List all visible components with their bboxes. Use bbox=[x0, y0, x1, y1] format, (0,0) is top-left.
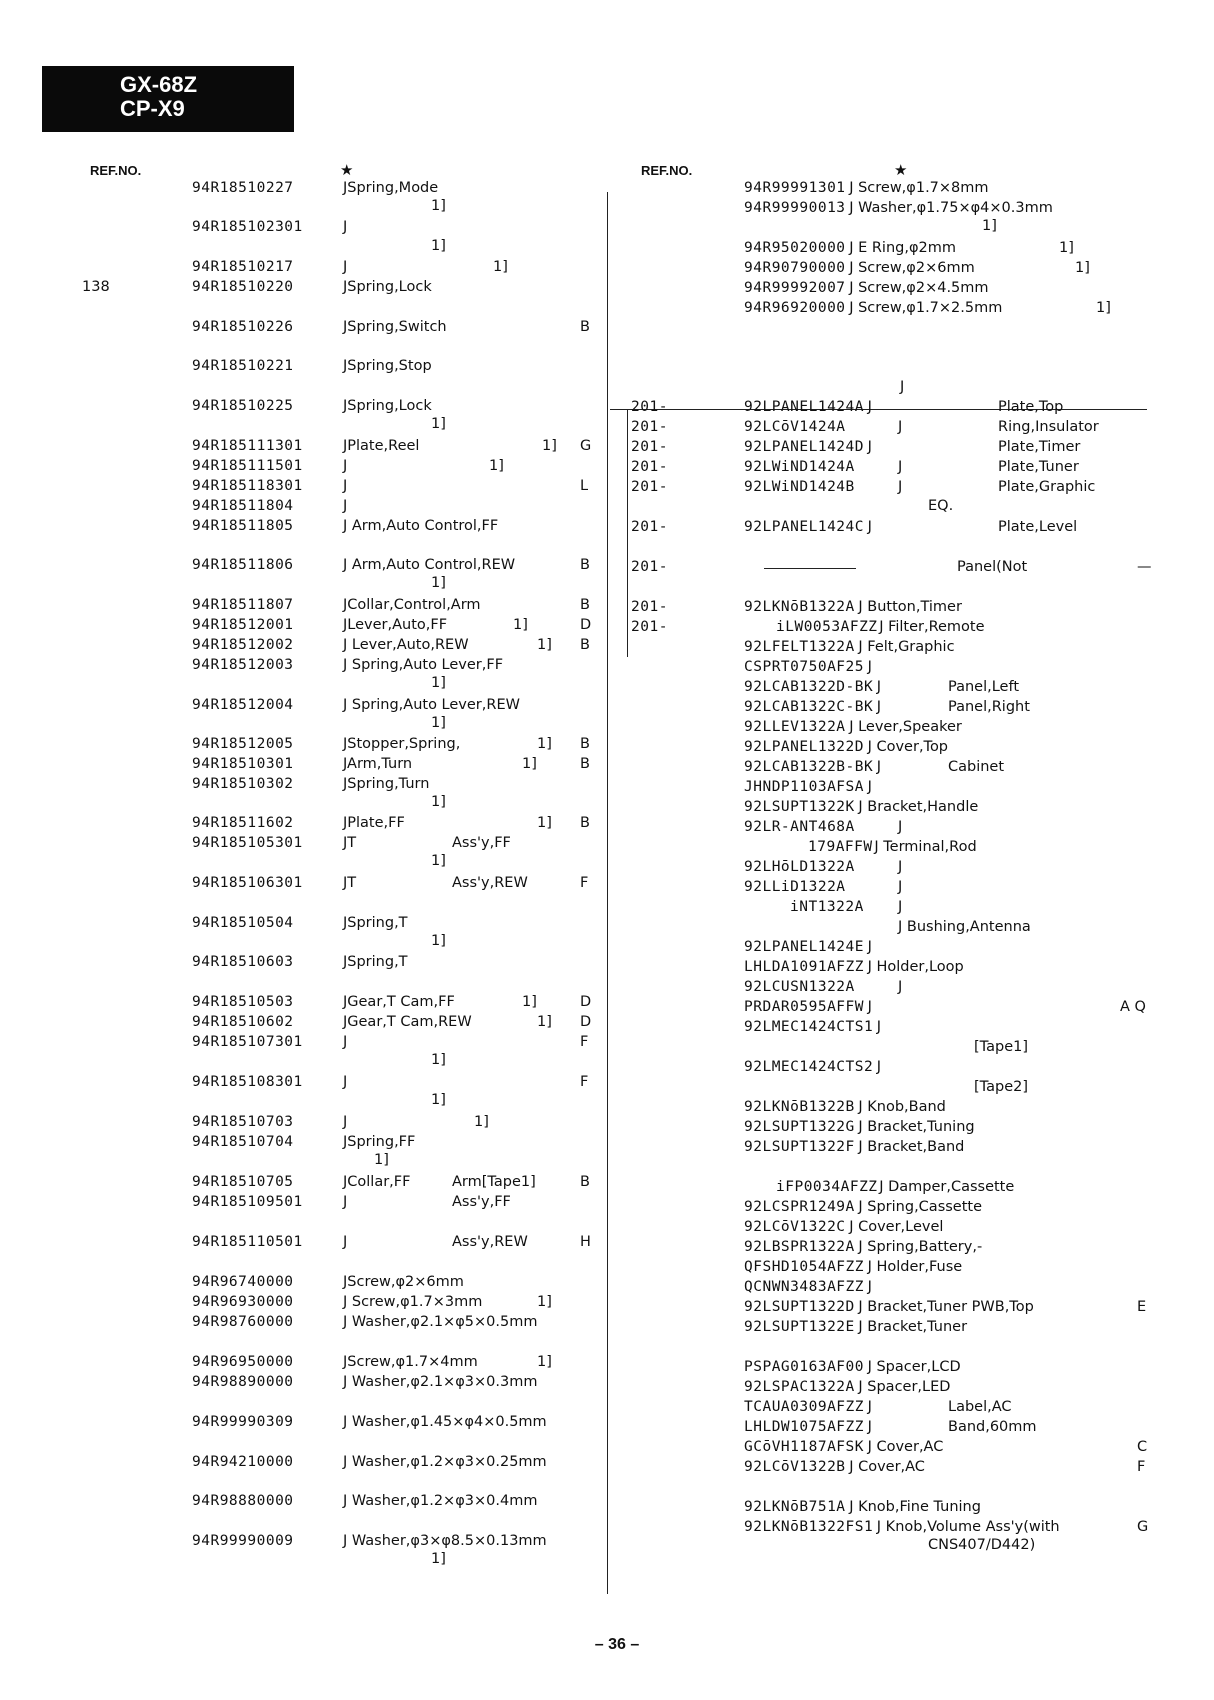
part-description: J Washer,φ2.1×φ5×0.5mm bbox=[343, 1314, 538, 1330]
part-number: 92LMEC1424CTS2 bbox=[744, 1059, 874, 1075]
section-rule bbox=[610, 409, 1147, 410]
part-number: 94R18511806 bbox=[192, 557, 294, 573]
note-marker: 1] bbox=[1096, 300, 1111, 316]
note-marker: 1] bbox=[537, 1354, 552, 1370]
part-description: J Bushing,Antenna bbox=[898, 919, 1031, 935]
part-number: 94R18510226 bbox=[192, 319, 294, 335]
part-number: 92LCōV1322B bbox=[744, 1459, 846, 1475]
part-description: JPlate,FF bbox=[343, 815, 405, 831]
part-description-extra: Band,60mm bbox=[948, 1419, 1037, 1435]
part-number: 94R18510504 bbox=[192, 915, 294, 931]
part-number: 94R98880000 bbox=[192, 1493, 294, 1509]
part-number: 92LKNōB1322B bbox=[744, 1099, 855, 1115]
part-number: 94R18511805 bbox=[192, 518, 294, 534]
part-description: J Damper,Cassette bbox=[879, 1179, 1015, 1195]
part-number: 94R18510703 bbox=[192, 1114, 294, 1130]
part-number: 94R96930000 bbox=[192, 1294, 294, 1310]
part-description: J bbox=[343, 1074, 348, 1090]
part-description: JSpring,Turn bbox=[343, 776, 430, 792]
part-number: QCNWN3483AFZZ bbox=[744, 1279, 864, 1295]
part-description: J Bracket,Tuning bbox=[858, 1119, 975, 1135]
part-number: 94R18510503 bbox=[192, 994, 294, 1010]
code-letter: F bbox=[580, 1034, 589, 1050]
part-description-extra: Arm[Tape1] bbox=[452, 1174, 536, 1190]
part-description-extra: Panel,Right bbox=[948, 699, 1030, 715]
part-number: 92LCAB1322D-BK bbox=[744, 679, 874, 695]
note-marker: 1] bbox=[982, 218, 997, 234]
part-number: 94R99992007 bbox=[744, 280, 846, 296]
part-description: J bbox=[867, 939, 872, 955]
note-marker: 1] bbox=[431, 1551, 446, 1567]
part-description: J Bracket,Handle bbox=[858, 799, 979, 815]
ref-number: 201- bbox=[631, 559, 668, 575]
part-number: 94R99990009 bbox=[192, 1533, 294, 1549]
part-number: 92LPANEL1424C bbox=[744, 519, 864, 535]
ref-number: 201- bbox=[631, 519, 668, 535]
part-number: 92LPANEL1424E bbox=[744, 939, 864, 955]
part-description: J Screw,φ2×6mm bbox=[849, 260, 975, 276]
part-description: J Screw,φ2×4.5mm bbox=[849, 280, 989, 296]
part-description-extra: Ring,Insulator bbox=[998, 419, 1099, 435]
part-description: J Washer,φ2.1×φ3×0.3mm bbox=[343, 1374, 538, 1390]
ref-number: 201- bbox=[631, 439, 668, 455]
part-description: J bbox=[876, 1059, 882, 1075]
part-number: iFP0034AFZZ bbox=[776, 1179, 878, 1195]
ref-number: 201- bbox=[631, 399, 668, 415]
code-letter: B bbox=[580, 736, 590, 752]
part-description-extra: Plate,Level bbox=[998, 519, 1078, 535]
part-number: 92LKNōB1322FS1 bbox=[744, 1519, 874, 1535]
part-number: 92LCōV1424A bbox=[744, 419, 846, 435]
part-description-extra: Ass'y,FF bbox=[452, 1194, 511, 1210]
ref-no-header-right: REF.NO. bbox=[641, 163, 693, 178]
star-header-left: ★ bbox=[340, 161, 354, 179]
part-number: 92LSUPT1322K bbox=[744, 799, 855, 815]
part-description: J Cover,Level bbox=[849, 1219, 944, 1235]
part-number: iNT1322A bbox=[790, 899, 864, 915]
part-description: J bbox=[867, 779, 872, 795]
part-number: 94R185105301 bbox=[192, 835, 303, 851]
part-number: 94R95020000 bbox=[744, 240, 846, 256]
part-description: JSpring,Stop bbox=[343, 358, 432, 374]
part-description-extra: Plate,Timer bbox=[998, 439, 1081, 455]
part-description: J E Ring,φ2mm bbox=[849, 240, 956, 256]
part-description: J Holder,Fuse bbox=[867, 1259, 963, 1275]
part-number: 94R18510227 bbox=[192, 180, 294, 196]
code-letter: B bbox=[580, 557, 590, 573]
note-marker: 1] bbox=[431, 416, 446, 432]
part-description: J Cover,AC bbox=[867, 1439, 944, 1455]
note-marker: 1] bbox=[431, 675, 446, 691]
code-letter: F bbox=[1137, 1459, 1146, 1475]
part-number: 92LSUPT1322D bbox=[744, 1299, 855, 1315]
part-description: J Spring,Battery,- bbox=[858, 1239, 983, 1255]
part-number: 94R18512003 bbox=[192, 657, 294, 673]
model-name-2: CP-X9 bbox=[120, 96, 185, 121]
part-description: JSpring,T bbox=[343, 954, 408, 970]
part-number: 94R18512005 bbox=[192, 736, 294, 752]
part-number: 92LKNōB1322A bbox=[744, 599, 855, 615]
part-number: PRDAR0595AFFW bbox=[744, 999, 864, 1015]
part-description: J bbox=[876, 759, 882, 775]
part-number: LHLDA1091AFZZ bbox=[744, 959, 864, 975]
note-marker: 1] bbox=[522, 756, 537, 772]
part-description: J bbox=[898, 979, 903, 995]
part-number: 94R18511602 bbox=[192, 815, 294, 831]
dash-line bbox=[764, 568, 856, 569]
part-description: J Spring,Cassette bbox=[858, 1199, 983, 1215]
note-marker: 1] bbox=[522, 994, 537, 1010]
code-letter: B bbox=[580, 756, 590, 772]
ref-number: 201- bbox=[631, 619, 668, 635]
part-description: JScrew,φ2×6mm bbox=[343, 1274, 464, 1290]
part-number: 92LPANEL1322D bbox=[744, 739, 864, 755]
part-description-extra: Plate,Tuner bbox=[998, 459, 1079, 475]
part-number: 94R185109501 bbox=[192, 1194, 303, 1210]
part-description: J bbox=[898, 879, 903, 895]
part-description: J Button,Timer bbox=[858, 599, 962, 615]
note-marker: 1] bbox=[537, 736, 552, 752]
part-description: JT bbox=[343, 835, 357, 851]
part-description: J Screw,φ1.7×2.5mm bbox=[849, 300, 1003, 316]
part-number: 92LHōLD1322A bbox=[744, 859, 855, 875]
note-marker: 1] bbox=[513, 617, 528, 633]
part-number: 94R96920000 bbox=[744, 300, 846, 316]
part-number: 92LLiD1322A bbox=[744, 879, 846, 895]
part-description: J bbox=[876, 679, 882, 695]
code-letter: B bbox=[580, 1174, 590, 1190]
part-description: JSpring,T bbox=[343, 915, 408, 931]
part-description: J Knob,Fine Tuning bbox=[849, 1499, 981, 1515]
part-description: J bbox=[343, 498, 348, 514]
part-number: 92LWiND1424A bbox=[744, 459, 855, 475]
ref-no-header-left: REF.NO. bbox=[90, 163, 142, 178]
part-description: JSpring,FF bbox=[343, 1134, 416, 1150]
part-description: J Knob,Volume Ass'y(with bbox=[876, 1519, 1060, 1535]
note-marker: 1] bbox=[493, 259, 508, 275]
part-number: 94R18510602 bbox=[192, 1014, 294, 1030]
part-description: JGear,T Cam,REW bbox=[343, 1014, 472, 1030]
part-number: 92LSUPT1322F bbox=[744, 1139, 855, 1155]
part-number: 94R18510221 bbox=[192, 358, 294, 374]
code-letter: C bbox=[1137, 1439, 1148, 1455]
part-description: JScrew,φ1.7×4mm bbox=[343, 1354, 478, 1370]
part-description: J bbox=[343, 478, 348, 494]
part-description: J bbox=[900, 379, 905, 395]
ref-number: 201- bbox=[631, 599, 668, 615]
part-description: J bbox=[898, 899, 903, 915]
part-description: J Arm,Auto Control,FF bbox=[343, 518, 499, 534]
note-marker: 1] bbox=[431, 198, 446, 214]
part-number: QFSHD1054AFZZ bbox=[744, 1259, 864, 1275]
part-description: J Lever,Auto,REW bbox=[343, 637, 469, 653]
code-letter: A Q bbox=[1120, 999, 1146, 1015]
part-description: J Bracket,Tuner PWB,Top bbox=[858, 1299, 1034, 1315]
code-letter: L bbox=[580, 478, 589, 494]
part-description: J Arm,Auto Control,REW bbox=[343, 557, 516, 573]
part-description: J Cover,Top bbox=[867, 739, 949, 755]
part-description: J bbox=[343, 259, 348, 275]
part-description: J Spring,Auto Lever,REW bbox=[343, 697, 520, 713]
note-marker: 1] bbox=[1059, 240, 1074, 256]
part-description: J bbox=[898, 479, 903, 495]
part-number: 92LSPAC1322A bbox=[744, 1379, 855, 1395]
part-description: J bbox=[867, 399, 872, 415]
part-description: J bbox=[867, 1399, 872, 1415]
code-letter: D bbox=[580, 994, 592, 1010]
part-description-extra: EQ. bbox=[928, 498, 954, 514]
part-number: 94R185111301 bbox=[192, 438, 303, 454]
part-number: 94R185102301 bbox=[192, 219, 303, 235]
ref-column-rule bbox=[627, 409, 628, 657]
part-number: JHNDP1103AFSA bbox=[744, 779, 864, 795]
part-number: 92LLEV1322A bbox=[744, 719, 846, 735]
part-number: iLW0053AFZZ bbox=[776, 619, 878, 635]
part-number: TCAUA0309AFZZ bbox=[744, 1399, 864, 1415]
note-marker: 1] bbox=[374, 1152, 389, 1168]
part-number: 92LFELT1322A bbox=[744, 639, 855, 655]
code-letter: D bbox=[580, 617, 592, 633]
part-description: J Terminal,Rod bbox=[874, 839, 977, 855]
ref-number: 138 bbox=[82, 279, 110, 295]
part-number: 92LSUPT1322E bbox=[744, 1319, 855, 1335]
part-number: CSPRT0750AF25 bbox=[744, 659, 864, 675]
part-description: J bbox=[343, 1234, 348, 1250]
tape-label: [Tape2] bbox=[974, 1079, 1029, 1095]
part-description: JSpring,Lock bbox=[343, 279, 432, 295]
note-marker: 1] bbox=[431, 853, 446, 869]
ref-number: 201- bbox=[631, 459, 668, 475]
part-description-extra: Ass'y,REW bbox=[452, 1234, 528, 1250]
part-number: 92LWiND1424B bbox=[744, 479, 855, 495]
part-number: 94R185118301 bbox=[192, 478, 303, 494]
part-description: J bbox=[867, 519, 872, 535]
part-number: 94R96740000 bbox=[192, 1274, 294, 1290]
part-description: JGear,T Cam,FF bbox=[343, 994, 455, 1010]
part-number: 179AFFW bbox=[808, 839, 873, 855]
part-description: J bbox=[898, 859, 903, 875]
part-description: J Bracket,Band bbox=[858, 1139, 965, 1155]
model-label-box bbox=[42, 66, 294, 132]
part-number: 94R98890000 bbox=[192, 1374, 294, 1390]
note-marker: 1] bbox=[489, 458, 504, 474]
note-marker: 1] bbox=[542, 438, 557, 454]
code-letter: D bbox=[580, 1014, 592, 1030]
part-number: 92LSUPT1322G bbox=[744, 1119, 855, 1135]
part-number: 92LR-ANT468A bbox=[744, 819, 855, 835]
note-marker: 1] bbox=[537, 1014, 552, 1030]
part-number: 94R99990309 bbox=[192, 1414, 294, 1430]
part-description: JLever,Auto,FF bbox=[343, 617, 448, 633]
part-description: J Spacer,LCD bbox=[867, 1359, 961, 1375]
part-description: J bbox=[867, 439, 872, 455]
part-number: 92LPANEL1424D bbox=[744, 439, 864, 455]
code-letter: G bbox=[580, 438, 592, 454]
part-description: J bbox=[343, 1194, 348, 1210]
part-description: J bbox=[867, 659, 872, 675]
part-description: J bbox=[867, 1419, 872, 1435]
part-number: 94R18510217 bbox=[192, 259, 294, 275]
part-description-extra: Label,AC bbox=[948, 1399, 1012, 1415]
part-description-extra: CNS407/D442) bbox=[928, 1537, 1036, 1553]
part-description-extra: Plate,Top bbox=[998, 399, 1064, 415]
part-number: 94R185108301 bbox=[192, 1074, 303, 1090]
part-number: PSPAG0163AF00 bbox=[744, 1359, 864, 1375]
part-description: J Knob,Band bbox=[858, 1099, 946, 1115]
part-description: J bbox=[867, 999, 872, 1015]
part-description: JPlate,Reel bbox=[343, 438, 420, 454]
code-letter: B bbox=[580, 597, 590, 613]
note-marker: 1] bbox=[431, 575, 446, 591]
part-description: J Filter,Remote bbox=[879, 619, 985, 635]
code-letter: — bbox=[1137, 559, 1152, 575]
part-number: 92LCUSN1322A bbox=[744, 979, 855, 995]
part-description: J Spring,Auto Lever,FF bbox=[343, 657, 504, 673]
part-description: JStopper,Spring, bbox=[343, 736, 461, 752]
ref-number: 201- bbox=[631, 419, 668, 435]
part-description: J Washer,φ3×φ8.5×0.13mm bbox=[343, 1533, 547, 1549]
page-number: – 36 – bbox=[594, 1636, 640, 1653]
part-description: J bbox=[898, 819, 903, 835]
part-description: JSpring,Mode bbox=[343, 180, 439, 196]
part-number: 94R18512004 bbox=[192, 697, 294, 713]
note-marker: 1] bbox=[431, 715, 446, 731]
part-description-extra: Panel,Left bbox=[948, 679, 1020, 695]
part-description: J Bracket,Tuner bbox=[858, 1319, 968, 1335]
part-description: J bbox=[898, 419, 903, 435]
part-description-extra: Ass'y,REW bbox=[452, 875, 528, 891]
part-number: 94R98760000 bbox=[192, 1314, 294, 1330]
part-description-extra: Cabinet bbox=[948, 759, 1005, 775]
code-letter: B bbox=[580, 637, 590, 653]
part-number: LHLDW1075AFZZ bbox=[744, 1419, 864, 1435]
part-number: 92LBSPR1322A bbox=[744, 1239, 855, 1255]
part-description: J Holder,Loop bbox=[867, 959, 964, 975]
part-number: 92LMEC1424CTS1 bbox=[744, 1019, 874, 1035]
part-number: 94R18511804 bbox=[192, 498, 294, 514]
part-number: 94R185107301 bbox=[192, 1034, 303, 1050]
part-number: 94R18512001 bbox=[192, 617, 294, 633]
part-description: J Screw,φ1.7×3mm bbox=[343, 1294, 483, 1310]
part-number: 92LCSPR1249A bbox=[744, 1199, 855, 1215]
part-description: J Cover,AC bbox=[849, 1459, 925, 1475]
code-letter: B bbox=[580, 815, 590, 831]
part-description: JArm,Turn bbox=[343, 756, 413, 772]
part-description: J bbox=[343, 1034, 348, 1050]
part-description: J Washer,φ1.45×φ4×0.5mm bbox=[343, 1414, 547, 1430]
part-description: J bbox=[876, 1019, 882, 1035]
part-description: J Washer,φ1.2×φ3×0.4mm bbox=[343, 1493, 538, 1509]
part-number: 92LCōV1322C bbox=[744, 1219, 846, 1235]
column-divider bbox=[607, 192, 608, 1594]
part-description-extra: Plate,Graphic bbox=[998, 479, 1096, 495]
code-letter: F bbox=[580, 1074, 589, 1090]
part-number: 94R96950000 bbox=[192, 1354, 294, 1370]
note-marker: 1] bbox=[474, 1114, 489, 1130]
note-marker: 1] bbox=[431, 794, 446, 810]
part-number: 94R18510220 bbox=[192, 279, 294, 295]
part-number: 92LCAB1322C-BK bbox=[744, 699, 874, 715]
part-description: J Screw,φ1.7×8mm bbox=[849, 180, 989, 196]
part-description: JSpring,Switch bbox=[343, 319, 447, 335]
note-marker: 1] bbox=[431, 238, 446, 254]
part-number: GCōVH1187AFSK bbox=[744, 1439, 864, 1455]
code-letter: F bbox=[580, 875, 589, 891]
tape-label: [Tape1] bbox=[974, 1039, 1029, 1055]
part-number: 94R18510705 bbox=[192, 1174, 294, 1190]
part-description: J bbox=[343, 458, 348, 474]
note-marker: 1] bbox=[431, 933, 446, 949]
note-marker: 1] bbox=[537, 1294, 552, 1310]
part-description: JCollar,FF bbox=[343, 1174, 411, 1190]
part-description: J Felt,Graphic bbox=[858, 639, 955, 655]
part-description: J Washer,φ1.75×φ4×0.3mm bbox=[849, 200, 1053, 216]
part-description: JSpring,Lock bbox=[343, 398, 432, 414]
part-description: J bbox=[343, 1114, 348, 1130]
part-number: 94R18510301 bbox=[192, 756, 294, 772]
part-description: JT bbox=[343, 875, 357, 891]
code-letter: G bbox=[1137, 1519, 1149, 1535]
code-letter: E bbox=[1137, 1299, 1147, 1315]
part-number: 94R185106301 bbox=[192, 875, 303, 891]
ref-number: 201- bbox=[631, 479, 668, 495]
part-description: J Washer,φ1.2×φ3×0.25mm bbox=[343, 1454, 547, 1470]
part-number: 92LCAB1322B-BK bbox=[744, 759, 874, 775]
part-number: 92LKNōB751A bbox=[744, 1499, 846, 1515]
star-header-right: ★ bbox=[894, 161, 908, 179]
part-number: 94R90790000 bbox=[744, 260, 846, 276]
part-number: 94R185110501 bbox=[192, 1234, 303, 1250]
part-description-extra: Ass'y,FF bbox=[452, 835, 511, 851]
part-number: 94R18511807 bbox=[192, 597, 294, 613]
part-number: 94R18510302 bbox=[192, 776, 294, 792]
part-number: 94R18510704 bbox=[192, 1134, 294, 1150]
part-description: J Lever,Speaker bbox=[849, 719, 962, 735]
model-name-1: GX-68Z bbox=[120, 72, 198, 97]
part-description: J bbox=[876, 699, 882, 715]
part-description: J bbox=[898, 459, 903, 475]
note-marker: 1] bbox=[537, 815, 552, 831]
part-number: 92LPANEL1424A bbox=[744, 399, 864, 415]
part-number: 94R18510225 bbox=[192, 398, 294, 414]
part-description: J Spacer,LED bbox=[858, 1379, 951, 1395]
part-description: J bbox=[867, 1279, 872, 1295]
note-marker: 1] bbox=[1075, 260, 1090, 276]
note-marker: 1] bbox=[537, 637, 552, 653]
part-number: 94R18512002 bbox=[192, 637, 294, 653]
note-marker: 1] bbox=[431, 1092, 446, 1108]
part-description: J bbox=[343, 219, 348, 235]
note-marker: 1] bbox=[431, 1052, 446, 1068]
part-number: 94R94210000 bbox=[192, 1454, 294, 1470]
part-number: 94R185111501 bbox=[192, 458, 303, 474]
code-letter: B bbox=[580, 319, 590, 335]
code-letter: H bbox=[580, 1234, 591, 1250]
part-number: 94R99990013 bbox=[744, 200, 846, 216]
part-number: 94R99991301 bbox=[744, 180, 846, 196]
part-description: JCollar,Control,Arm bbox=[343, 597, 481, 613]
part-description-extra: Panel(Not bbox=[957, 559, 1028, 575]
part-number: 94R18510603 bbox=[192, 954, 294, 970]
